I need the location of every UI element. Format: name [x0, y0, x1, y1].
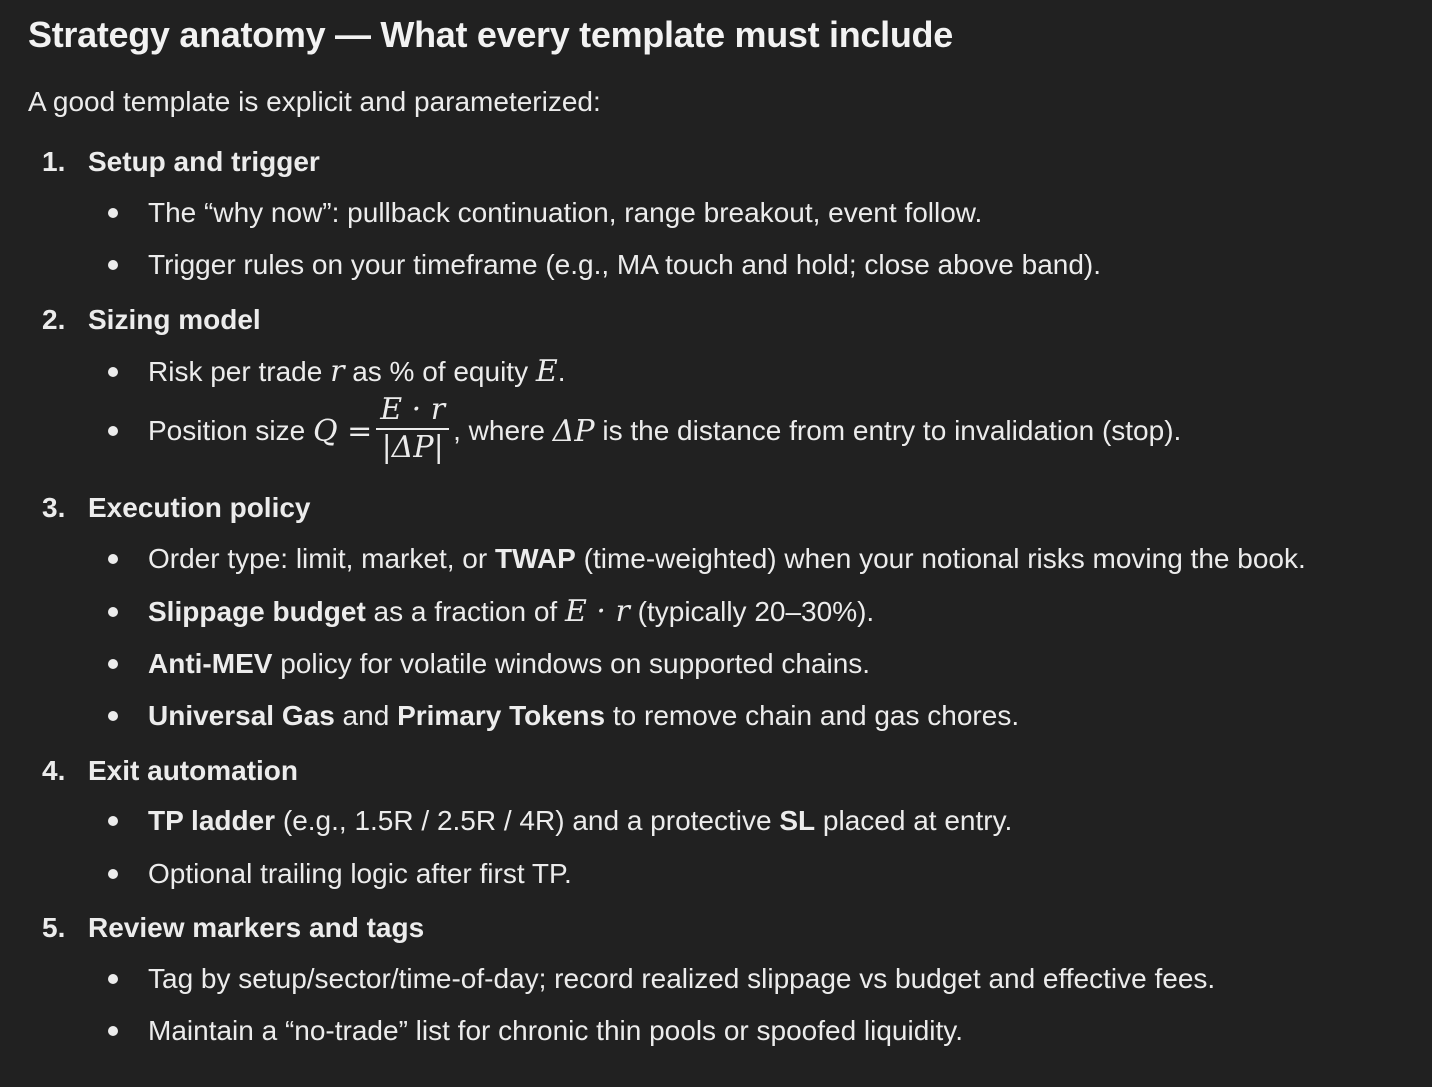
bullet-icon [108, 208, 118, 218]
section-heading-setup-and-trigger [42, 146, 320, 178]
fraction-denominator: |ΔP| [381, 430, 444, 465]
bullet-icon [108, 367, 118, 377]
section-title: Exit automation [88, 755, 299, 786]
section-heading-exit-automation [42, 755, 298, 787]
list-item: Tag by setup/sector/time-of-day; record realized slippage vs budget and effective fees. [108, 963, 1215, 995]
section-heading-sizing-model [42, 304, 261, 336]
page-title: Strategy anatomy — What every template must include [28, 14, 953, 55]
section-heading-review-markers-and-tags [42, 912, 424, 944]
list-item: Slippage budget as a fraction of E · r (typically 20–30%). [108, 594, 874, 629]
math-fraction [376, 392, 449, 466]
section-title: Execution policy [88, 492, 311, 523]
bullet-icon [108, 426, 118, 436]
list-item: Maintain a “no-trade” list for chronic thin pools or spoofed liquidity. [108, 1015, 963, 1047]
section-title: Sizing model [88, 304, 261, 335]
list-item: TP ladder (e.g., 1.5R / 2.5R / 4R) and a protective SL placed at entry. [108, 805, 1012, 837]
bullet-icon [108, 711, 118, 721]
section-heading-execution-policy [42, 492, 311, 524]
bullet-icon [108, 974, 118, 984]
list-item: Order type: limit, market, or TWAP (time-weighted) when your notional risks moving the book. [108, 543, 1306, 575]
list-number: 4. [42, 755, 66, 786]
bullet-icon [108, 260, 118, 270]
section-title: Review markers and tags [88, 912, 425, 943]
bullet-icon [108, 659, 118, 669]
math-expression: E · r [565, 594, 630, 629]
document-page [28, 0, 1432, 1087]
list-number: 1. [42, 146, 66, 177]
list-item: Optional trailing logic after first TP. [108, 858, 572, 890]
list-item: Universal Gas and Primary Tokens to remove chain and gas chores. [108, 700, 1019, 732]
list-item: Trigger rules on your timeframe (e.g., MA touch and hold; close above band). [108, 249, 1101, 281]
list-item: Anti-MEV policy for volatile windows on supported chains. [108, 648, 870, 680]
bullet-icon [108, 816, 118, 826]
math-lhs: Q = [312, 413, 373, 449]
list-number: 2. [42, 304, 66, 335]
math-var-r: r [330, 354, 345, 389]
bullet-icon [108, 607, 118, 617]
list-number: 3. [42, 492, 66, 523]
section-title: Setup and trigger [88, 146, 320, 177]
list-item: Position size Q = $\frac{E \cdot r}{|\Delta P|}$ , where ΔP is the distance from entry to invalidation (stop). [108, 394, 1181, 468]
math-delta-p: ΔP [552, 413, 595, 449]
bullet-icon [108, 554, 118, 564]
fraction-numerator: E · r [380, 392, 446, 427]
list-item: The “why now”: pullback continuation, range breakout, event follow. [108, 197, 982, 229]
bullet-icon [108, 1026, 118, 1036]
intro-text: A good template is explicit and parameterized: [28, 86, 601, 117]
list-number: 5. [42, 912, 66, 943]
math-var-e: E [535, 354, 558, 389]
bullet-icon [108, 869, 118, 879]
list-item: Risk per trade r as % of equity E . [108, 354, 566, 389]
